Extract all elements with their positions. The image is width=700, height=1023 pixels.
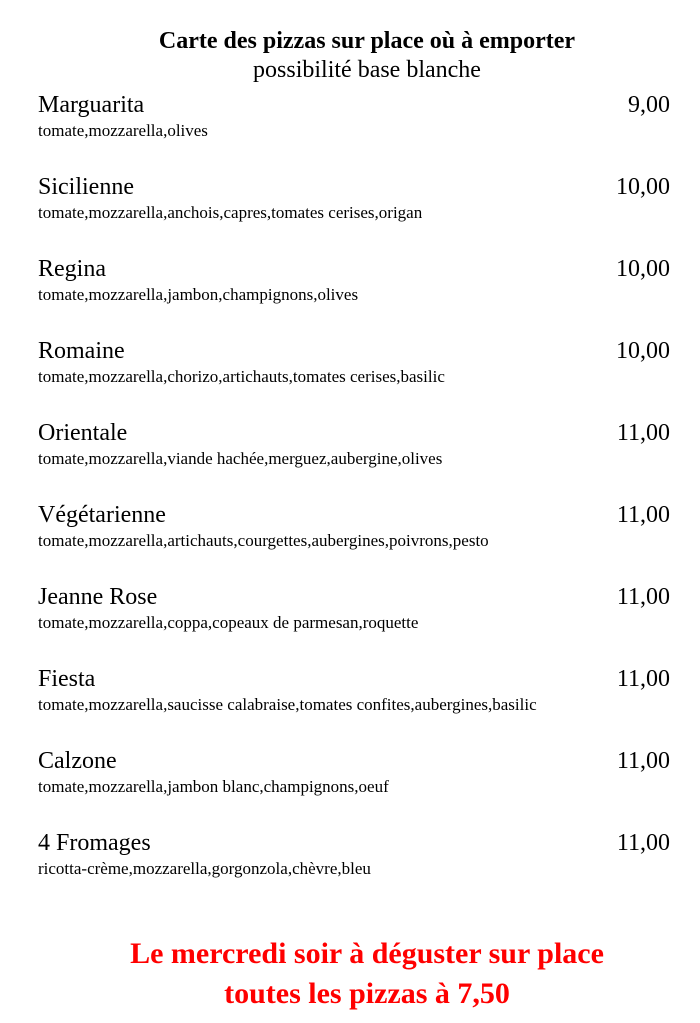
pizza-price: 11,00 bbox=[616, 502, 670, 528]
menu-header bbox=[0, 26, 700, 84]
pizza-item bbox=[38, 500, 678, 582]
pizza-item bbox=[38, 336, 678, 418]
pizza-ingredients: tomate,mozzarella,chorizo,artichauts,tomates cerises,basilic bbox=[38, 367, 445, 386]
pizza-ingredients: tomate,mozzarella,jambon,champignons,olives bbox=[38, 285, 359, 304]
pizza-item bbox=[38, 746, 678, 828]
pizza-price: 10,00 bbox=[616, 174, 670, 200]
pizza-name: Sicilienne bbox=[38, 174, 134, 200]
pizza-item bbox=[38, 90, 678, 172]
pizza-name: Végétarienne bbox=[38, 502, 166, 528]
pizza-list bbox=[38, 90, 678, 910]
promo-line-1: Le mercredi soir à déguster sur place bbox=[130, 937, 604, 970]
pizza-ingredients: tomate,mozzarella,artichauts,courgettes,aubergines,poivrons,pesto bbox=[38, 531, 489, 550]
pizza-name: Jeanne Rose bbox=[38, 584, 158, 610]
pizza-ingredients: tomate,mozzarella,viande hachée,merguez,aubergine,olives bbox=[38, 449, 443, 468]
pizza-name: 4 Fromages bbox=[38, 830, 151, 856]
promo-line-2: toutes les pizzas à 7,50 bbox=[224, 977, 510, 1010]
pizza-price: 11,00 bbox=[616, 666, 670, 692]
page-title: Carte des pizzas sur place où à emporter bbox=[158, 28, 576, 54]
pizza-item bbox=[38, 828, 678, 910]
pizza-item bbox=[38, 582, 678, 664]
pizza-ingredients: ricotta-crème,mozzarella,gorgonzola,chèvre,bleu bbox=[38, 859, 371, 878]
pizza-name: Regina bbox=[38, 256, 106, 282]
pizza-item bbox=[38, 418, 678, 500]
pizza-price: 10,00 bbox=[616, 256, 670, 282]
pizza-ingredients: tomate,mozzarella,coppa,copeaux de parmesan,roquette bbox=[38, 613, 419, 632]
pizza-item bbox=[38, 254, 678, 336]
pizza-price: 11,00 bbox=[616, 584, 670, 610]
page-subtitle: possibilité base blanche bbox=[253, 57, 481, 83]
pizza-ingredients: tomate,mozzarella,saucisse calabraise,tomates confites,aubergines,basilic bbox=[38, 695, 537, 714]
pizza-price: 10,00 bbox=[616, 338, 670, 364]
pizza-name: Romaine bbox=[38, 338, 125, 364]
pizza-name: Orientale bbox=[38, 420, 128, 446]
pizza-name: Marguarita bbox=[38, 92, 145, 118]
pizza-name: Fiesta bbox=[38, 666, 96, 692]
pizza-item bbox=[38, 664, 678, 746]
pizza-ingredients: tomate,mozzarella,anchois,capres,tomates cerises,origan bbox=[38, 203, 423, 222]
pizza-item bbox=[38, 172, 678, 254]
wednesday-promo bbox=[0, 934, 700, 1014]
pizza-price: 11,00 bbox=[616, 748, 670, 774]
pizza-price: 11,00 bbox=[616, 830, 670, 856]
pizza-ingredients: tomate,mozzarella,olives bbox=[38, 121, 208, 140]
pizza-ingredients: tomate,mozzarella,jambon blanc,champignons,oeuf bbox=[38, 777, 389, 796]
pizza-price: 11,00 bbox=[616, 420, 670, 446]
pizza-price: 9,00 bbox=[628, 92, 670, 118]
pizza-name: Calzone bbox=[38, 748, 117, 774]
